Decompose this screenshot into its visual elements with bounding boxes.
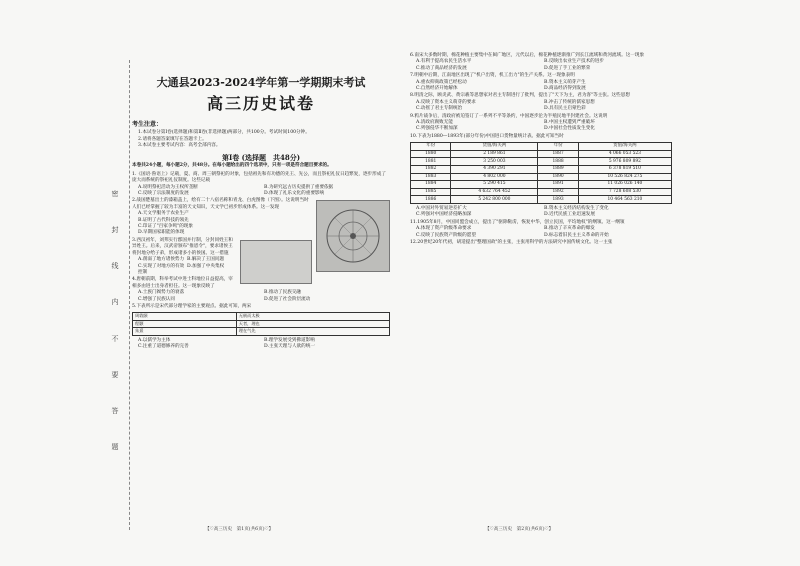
- table-cell: 5 242 800 000: [451, 196, 538, 204]
- option: C.列强对中国经济侵略加深: [416, 212, 472, 218]
- option: A.以儒学为主体: [138, 337, 171, 343]
- table-cell: 2 189 861: [451, 150, 538, 158]
- option: B.推动了民族交融: [264, 290, 301, 296]
- trade-table: [410, 142, 672, 204]
- table-cell: 1891: [538, 181, 578, 189]
- table-cell: 4 390 291: [451, 166, 538, 174]
- table-cell: 1887: [538, 150, 578, 158]
- table-header: 年份: [411, 143, 451, 151]
- option: B.冲击了传统的儒家思想: [544, 99, 595, 105]
- table-row: [411, 158, 672, 166]
- option: D.加强了中央集权: [187, 263, 225, 269]
- table-cell: 1885: [411, 188, 451, 196]
- option: C.反映了民族资产阶级的愿望: [416, 232, 476, 238]
- option: B.反映出农业生产技术的进步: [544, 59, 604, 65]
- binding-char: 答: [111, 406, 119, 414]
- table-cell: 11 026 026 140: [578, 181, 671, 189]
- table-row: [411, 196, 672, 204]
- table-row: [411, 150, 672, 158]
- question-stem: 5.下表所示是宋代部分理学家的主要观点。据此可知，两宋: [132, 303, 252, 309]
- section-instructions: 本卷共24小题，每小题2分，共48分。在每小题给出的四个选项中，只有一项是符合题目要求的。: [132, 163, 332, 169]
- option: B.证明了古代科技的领先: [138, 217, 189, 223]
- right-column: [410, 52, 672, 246]
- table-cell: 理在气先: [236, 328, 389, 335]
- question-stem: 6.南宋大多数时期，棉花种植主要集中在闽广地区，元代以后，棉花种植逐渐推广到长江流域和黄河流域。这一现象: [410, 53, 645, 58]
- option: D.体现了礼乐文化的重要影响: [264, 191, 325, 197]
- option: C.列强侵华不断加深: [416, 126, 458, 132]
- option: D.促进了手工业的繁荣: [544, 65, 591, 71]
- table-header: 货值/海关两: [578, 143, 671, 151]
- option: A.重农抑商政策已经松动: [416, 79, 467, 85]
- option: B.解决了王国问题: [187, 257, 224, 263]
- table-cell: 1888: [538, 158, 578, 166]
- question: [410, 240, 672, 246]
- question-stem: 3.西汉初年，刘邦实行郡国并行制，分封同姓王和异姓王。后来，汉武帝颁布"推恩令"，要求诸侯王将封地分给子弟，形成诸多小的侯国。这一措施: [132, 237, 233, 256]
- table-cell: 6 378 819 510: [578, 166, 671, 174]
- question-stem: 10.下表为1880—1893年(部分年份)中国进口货物量统计表。据此可知当时: [410, 133, 564, 139]
- binding-char: 题: [111, 442, 119, 450]
- table-cell: 1883: [411, 173, 451, 181]
- option: A.反映了资本主义萌芽的要求: [416, 99, 476, 105]
- table-cell: 程颢: [133, 320, 237, 327]
- option: C.印证了"百家争鸣"的现象: [138, 224, 193, 230]
- page-footer-left: 【♡高三历史 第1页(共6页)♡】: [205, 527, 274, 532]
- table-row: [411, 181, 672, 189]
- question-stem: 9.鸦片战争后，清政府被迫签订了一系列不平等条约，中国逐步沦为半殖民地半封建社会。这说明: [410, 113, 608, 119]
- table-cell: 1880: [411, 150, 451, 158]
- option: D.近代民族工业迅速发展: [544, 212, 595, 218]
- question-stem: 8.明清之际，顾炎武、黄宗羲等思想家对君主专制进行了批判，提出了"天下为主，君为客"等主张。这些思想: [410, 93, 630, 99]
- left-column: [132, 52, 390, 350]
- binding-margin: [108, 190, 122, 450]
- table-cell: 1881: [411, 158, 451, 166]
- notice-heading: 考生注意：: [132, 121, 163, 128]
- option: A.削弱了地方诸侯势力: [138, 257, 185, 263]
- table-cell: 1884: [411, 181, 451, 189]
- option: A.有利于提高农民生活水平: [416, 59, 472, 65]
- table-header: 货值/海关两: [451, 143, 538, 151]
- option: C.自然经济开始解体: [416, 86, 458, 92]
- notice-block: [132, 122, 390, 149]
- question-stem: 11.1905年8月，中国同盟会成立，提出了"驱除鞑虏，恢复中华，创立民国，平均地权"的纲领。这一纲领: [410, 219, 625, 225]
- option: C.推动了商品经济的发展: [416, 65, 467, 71]
- table-row: [133, 328, 390, 335]
- option: D.商品经济得到发展: [544, 86, 586, 92]
- star-map-image: [317, 201, 389, 271]
- table-row: [411, 166, 672, 174]
- exam-title: 大通县2023-2024学年第一学期期末考试: [156, 76, 366, 89]
- question: [410, 220, 672, 239]
- section-heading: 第Ⅰ卷 (选择题 共48分): [221, 153, 301, 163]
- table-row: [411, 188, 672, 196]
- table-cell: 1886: [411, 196, 451, 204]
- binding-line: [129, 60, 130, 530]
- table-cell: 朱熹: [133, 328, 237, 335]
- philosophers-table: [132, 312, 390, 335]
- option: A.体现了资产阶级革命要求: [416, 226, 472, 232]
- question-stem: 12.20世纪20年代初，胡适提出"整理国故"的主张，主张用科学的方法研究中国传统文化。这一主张: [410, 240, 613, 246]
- table-cell: 5 976 809 892: [578, 158, 671, 166]
- binding-char: 密: [111, 190, 119, 197]
- table-row: [411, 173, 672, 181]
- table-cell: 3 250 003: [451, 158, 538, 166]
- option: A.士族门阀势力的衰落: [138, 290, 185, 296]
- option: C.注重了道德修养的完善: [138, 343, 189, 349]
- option: D.早期国家职能的体现: [138, 230, 185, 236]
- notice-item: 3.本试卷主要考试内容：高考全部内容。: [138, 142, 221, 148]
- option: A.清政府腐败无能: [416, 120, 453, 126]
- binding-char: 封: [111, 226, 119, 234]
- table-cell: 1882: [411, 166, 451, 174]
- question: [132, 172, 390, 198]
- table-cell: 4 066 053 523: [578, 150, 671, 158]
- table-cell: 10 526 824 275: [578, 173, 671, 181]
- option: D.具有民主启蒙色彩: [544, 106, 586, 112]
- table-header: 年份: [538, 143, 578, 151]
- option: A.天文学服务于农业生产: [138, 211, 189, 217]
- table-header-row: [411, 143, 672, 151]
- notice-item: 1.本试卷分第Ⅰ卷(选择题)和第Ⅱ卷(非选择题)两部分，共100分。考试时间100分钟。: [138, 130, 310, 136]
- table-cell: 天者，理也: [236, 320, 389, 327]
- table-cell: 7 728 608 530: [578, 188, 671, 196]
- question-stem: 7.明朝中后期，江南地区出现了"机户出资，机工出力"的生产关系。这一现象表明: [410, 73, 575, 79]
- option: C.动摇了君主专制统治: [416, 106, 463, 112]
- question-stem: 4.唐朝前期，科举考试中进士科地位日益提高，宰相多由进士出身者担任。这一现象反映了: [132, 277, 233, 289]
- table-cell: 10 464 563 210: [578, 196, 671, 204]
- lacquer-box-figure: [316, 200, 390, 272]
- binding-char: 线: [111, 262, 119, 270]
- page-footer-right: 【♡高三历史 第2页(共6页)♡】: [485, 527, 554, 532]
- option: B.资本主义经济结构发生了变化: [544, 206, 609, 212]
- option: B.为研究远古历史提供了重要依据: [264, 184, 334, 190]
- table-cell: 周敦颐: [133, 313, 237, 320]
- table-cell: 5 290 415: [451, 181, 538, 189]
- option: D.标志着旧民主主义革命的开始: [544, 232, 609, 238]
- map-figure: [240, 240, 312, 284]
- table-cell: 1889: [538, 166, 578, 174]
- table-cell: 1893: [538, 196, 578, 204]
- option: C.实现了对地方的有效控制: [138, 263, 185, 275]
- binding-char: 要: [111, 370, 119, 378]
- question: [410, 93, 672, 112]
- binding-char: 内: [111, 298, 119, 306]
- table-cell: 无极而太极: [236, 313, 389, 320]
- question-stem: 1.《国语·鲁语上》记载，夏、商、周三朝祭祀的对象，包括祖先和有功德的先王、先公，而且祭祀礼仪日趋繁复，逐步形成了庞大而系统的祭祀礼仪制度。这些记载: [132, 171, 386, 184]
- option: C.增强了民族认同: [138, 296, 175, 302]
- option: B.资本主义萌芽产生: [544, 79, 586, 85]
- question: [132, 304, 390, 350]
- table-cell: 1892: [538, 188, 578, 196]
- option: A.中国对外贸易逆差扩大: [416, 206, 467, 212]
- option: D.促进了社会阶层流动: [264, 296, 311, 302]
- notice-item: 2.请将各题答案填写在答题卡上。: [138, 136, 207, 142]
- option: B.中国主权遭到严重破坏: [544, 120, 595, 126]
- option: D.主张天理与人欲的统一: [264, 343, 315, 349]
- question: [410, 73, 672, 92]
- table-row: [133, 320, 390, 327]
- option: B.推动了辛亥革命的爆发: [544, 226, 595, 232]
- exam-subtitle: 高三历史试卷: [206, 94, 315, 113]
- question: [410, 53, 672, 72]
- option: A.说明祭祀活动为王权所垄断: [138, 184, 198, 190]
- option: C.反映了宗法制度的发展: [138, 191, 189, 197]
- binding-char: 不: [111, 334, 119, 342]
- table-row: [133, 313, 390, 320]
- table-cell: 1890: [538, 173, 578, 181]
- question: [132, 198, 390, 236]
- table-cell: 4 632 764 452: [451, 188, 538, 196]
- table-cell: 4 802 000: [451, 173, 538, 181]
- option: D.中国社会性质发生变化: [544, 126, 595, 132]
- question: [410, 134, 672, 219]
- option: B.理学发展受到佛道影响: [264, 337, 315, 343]
- question: [410, 114, 672, 133]
- question-stem: 2.战国楚墓出土的漆箱盖上，绘有二十八宿名称和青龙、白虎图像（下图）。这说明当时人们已经掌握了较为丰富的天文知识，天文学已初步形成体系。这一发现: [132, 198, 309, 210]
